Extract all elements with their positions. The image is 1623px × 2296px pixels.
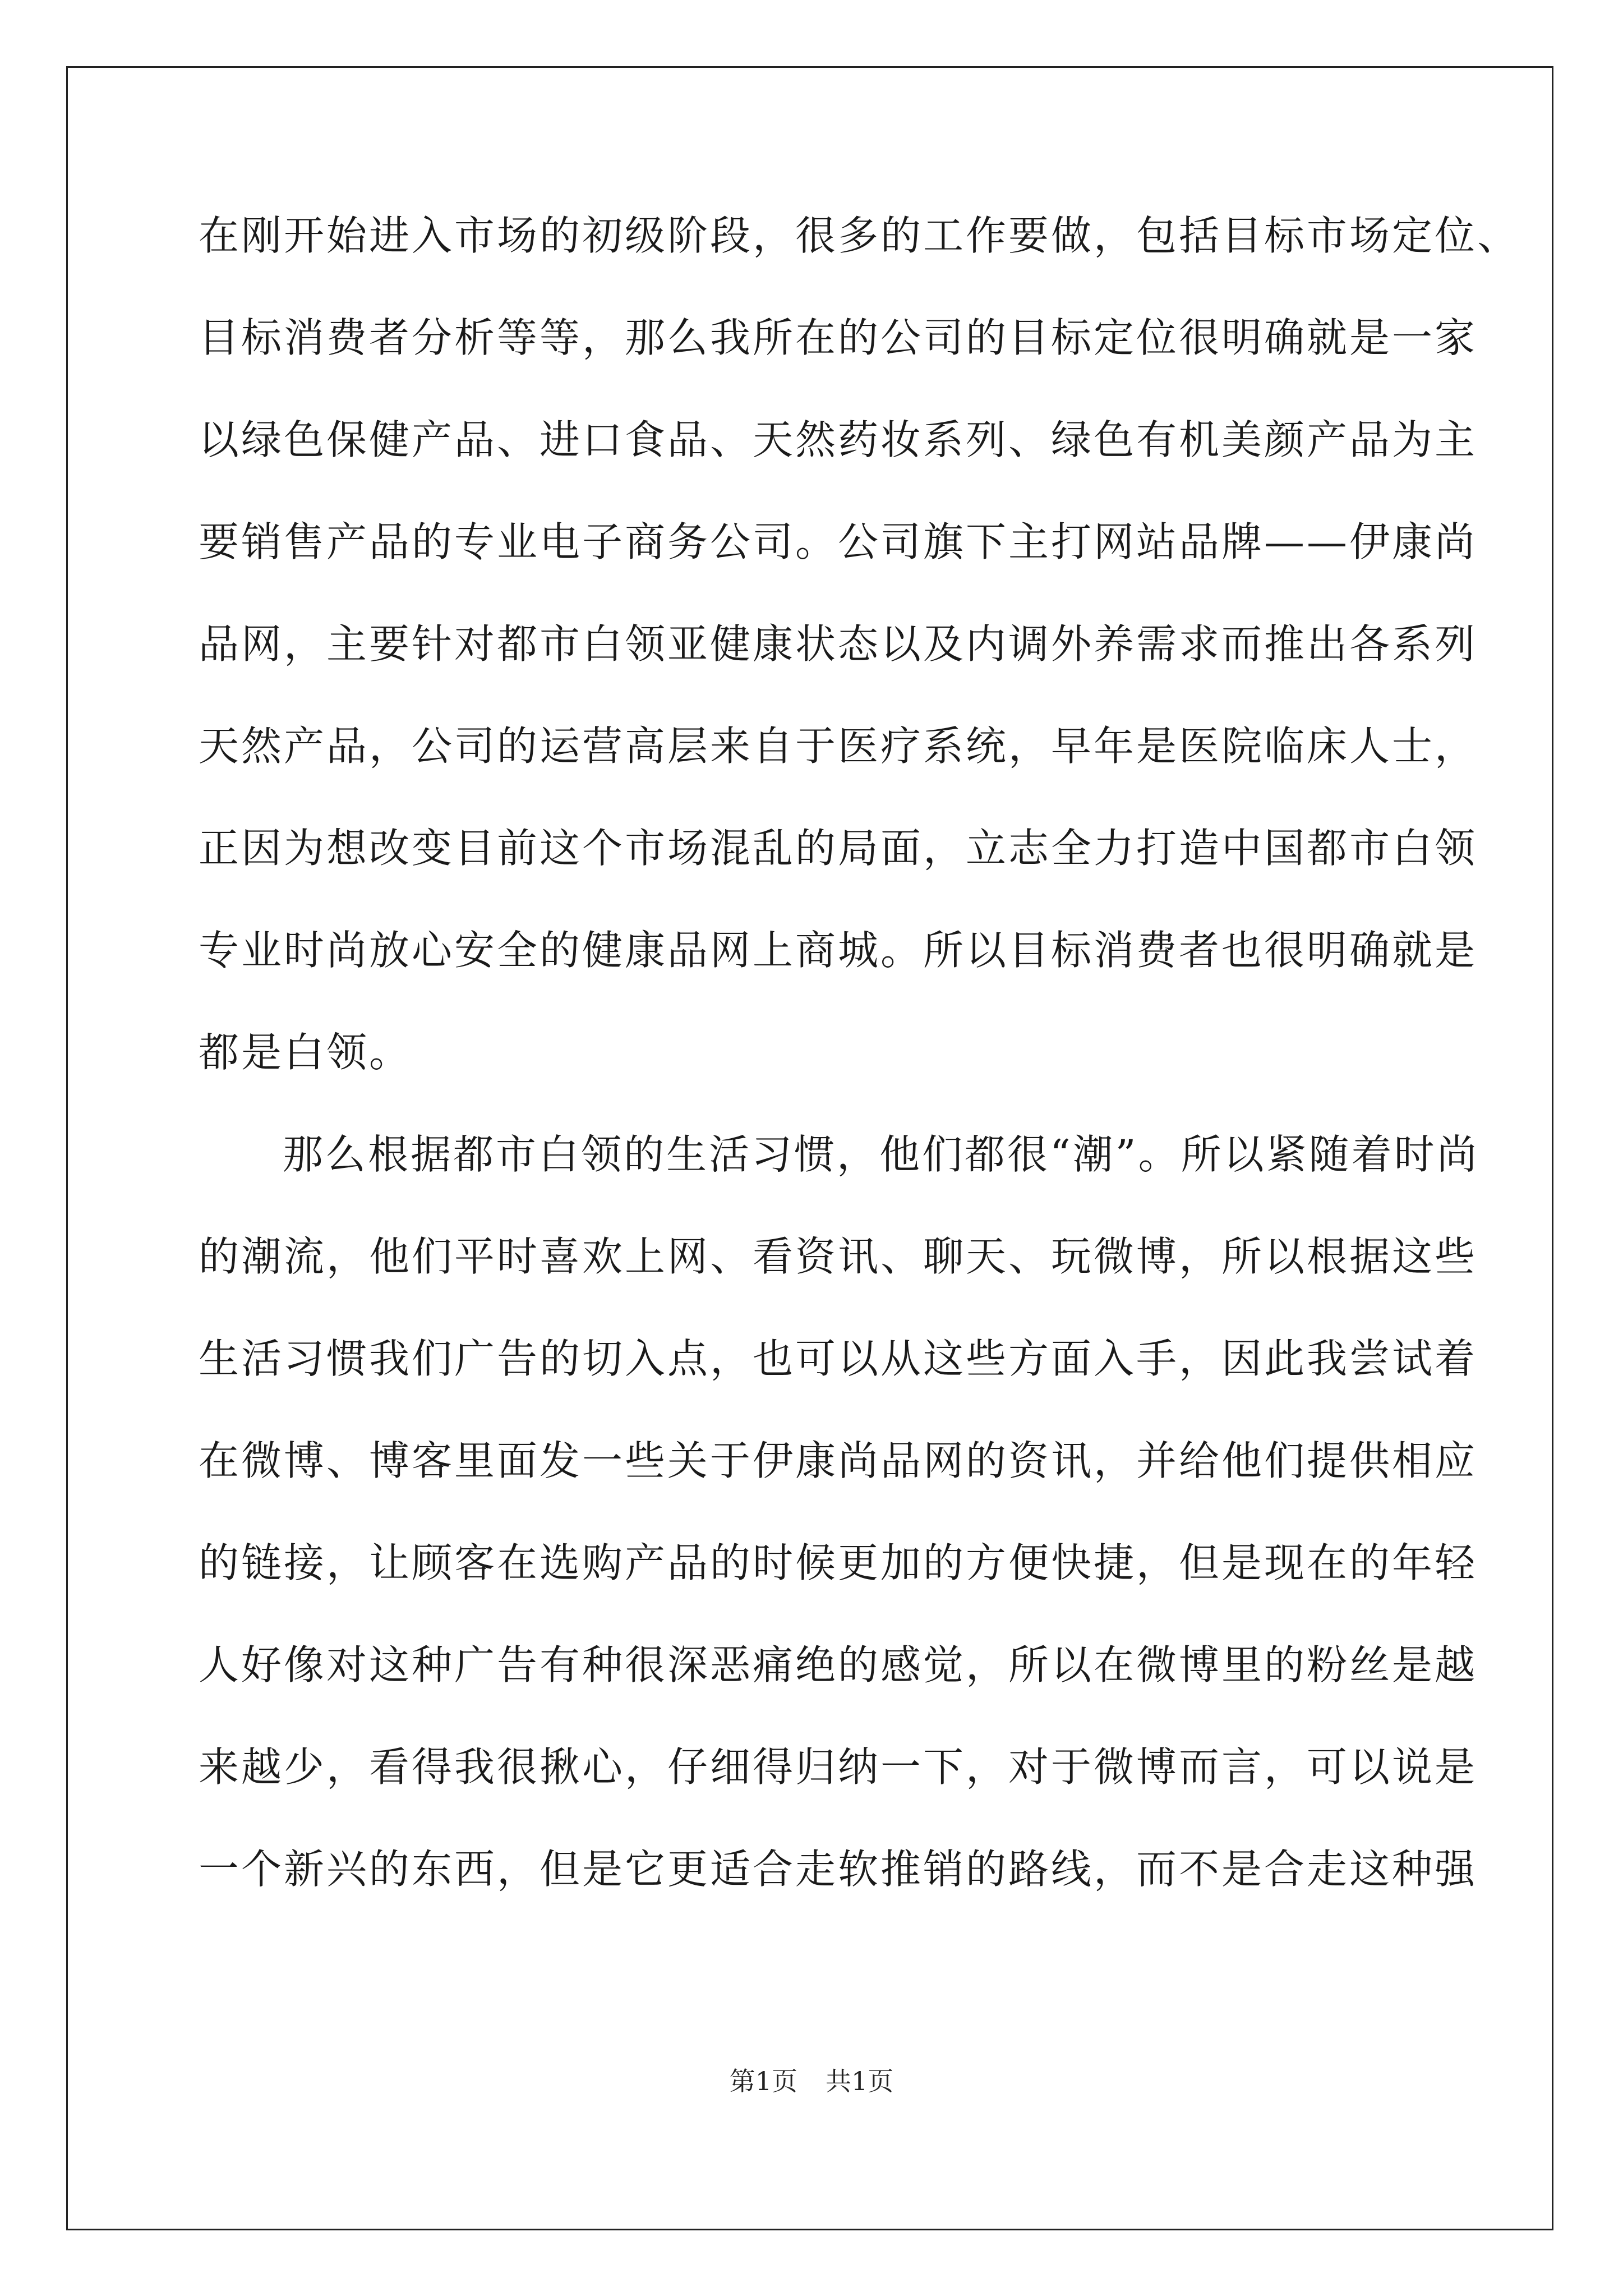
- paragraph-line: 一个新兴的东西，但是它更适合走软推销的路线，而不是合走这种强: [199, 1846, 1478, 1893]
- page-number-current: 第1页: [729, 2066, 797, 2096]
- paragraph-line: 正因为想改变目前这个市场混乱的局面，立志全力打造中国都市白领: [199, 825, 1478, 872]
- page-footer: [0, 2064, 1623, 2098]
- paragraph-line: 要销售产品的专业电子商务公司。公司旗下主打网站品牌——伊康尚: [199, 518, 1478, 565]
- paragraph-line: 在刚开始进入市场的初级阶段，很多的工作要做，包括目标市场定位、: [199, 212, 1520, 259]
- paragraph-line: 的链接，让顾客在选购产品的时候更加的方便快捷，但是现在的年轻: [199, 1539, 1478, 1586]
- paragraph-line: 的潮流，他们平时喜欢上网、看资讯、聊天、玩微博，所以根据这些: [199, 1233, 1478, 1280]
- paragraph-line: 天然产品，公司的运营高层来自于医疗系统，早年是医院临床人士，: [199, 723, 1478, 770]
- paragraph-line: 目标消费者分析等等，那么我所在的公司的目标定位很明确就是一家: [199, 314, 1478, 361]
- paragraph-line: 在微博、博客里面发一些关于伊康尚品网的资讯，并给他们提供相应: [199, 1437, 1478, 1484]
- paragraph-line-indented: 那么根据都市白领的生活习惯，他们都很“潮”。所以紧随着时尚: [283, 1131, 1479, 1178]
- paragraph-line: 生活习惯我们广告的切入点，也可以从这些方面入手，因此我尝试着: [199, 1335, 1478, 1382]
- paragraph-line: 都是白领。: [199, 1029, 412, 1076]
- document-body: [199, 208, 1520, 1943]
- paragraph-line: 品网，主要针对都市白领亚健康状态以及内调外养需求而推出各系列: [199, 620, 1478, 668]
- page-number-total: 共1页: [826, 2066, 894, 2096]
- paragraph-line: 以绿色保健产品、进口食品、天然药妆系列、绿色有机美颜产品为主: [199, 416, 1478, 463]
- paragraph-line: 人好像对这种广告有种很深恶痛绝的感觉，所以在微博里的粉丝是越: [199, 1641, 1478, 1688]
- paragraph-line: 专业时尚放心安全的健康品网上商城。所以目标消费者也很明确就是: [199, 927, 1478, 974]
- paragraph-line: 来越少，看得我很揪心，仔细得归纳一下，对于微博而言，可以说是: [199, 1743, 1478, 1791]
